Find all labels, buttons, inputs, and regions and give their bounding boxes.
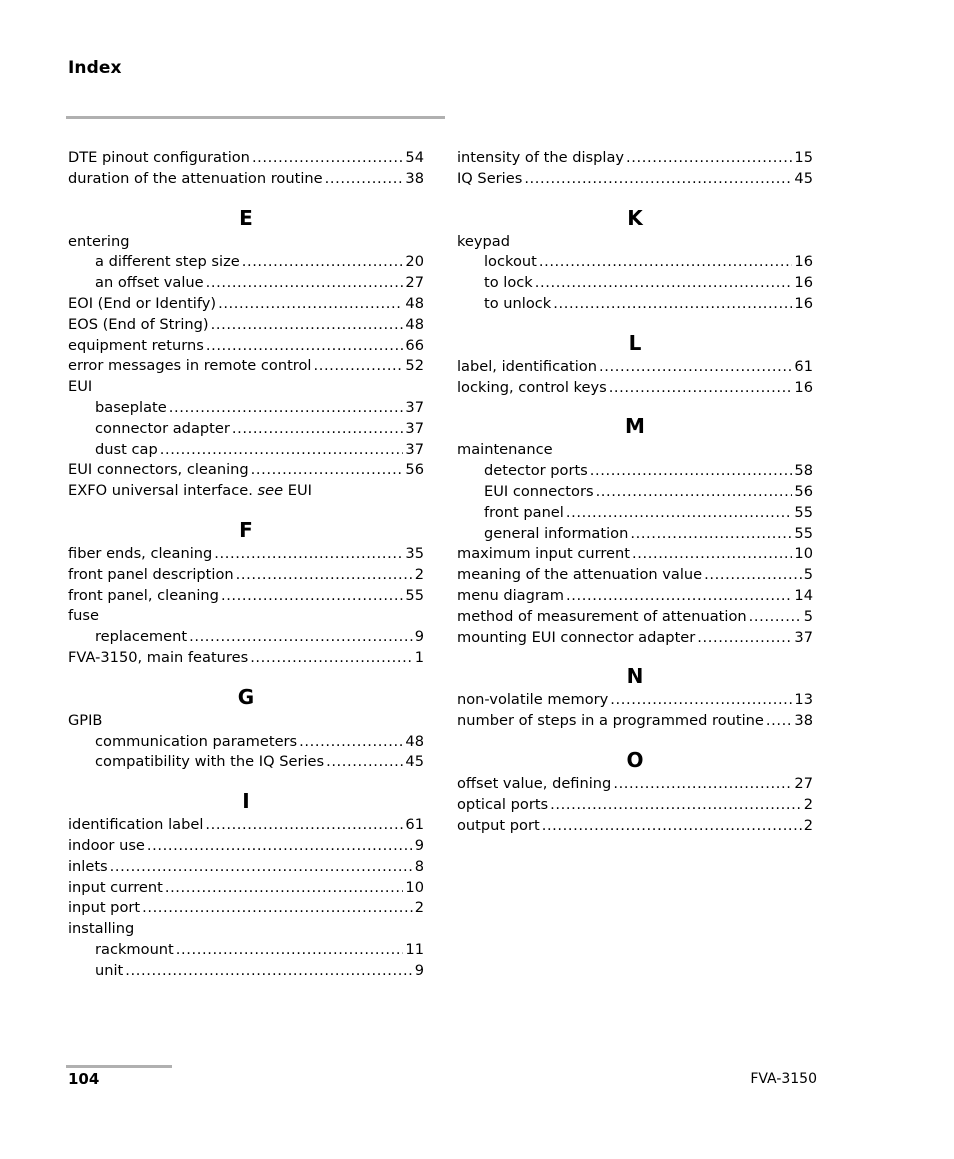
index-entry [68, 711, 424, 732]
index-entry [68, 377, 424, 398]
index-term: keypad [457, 232, 511, 250]
page-ref: 27 [794, 774, 813, 792]
page-ref: 45 [794, 169, 813, 187]
index-subentry [457, 482, 813, 503]
index-entry [457, 711, 813, 732]
index-term: installing [68, 920, 135, 938]
page-ref: 20 [405, 253, 424, 271]
index-term: menu diagram [457, 586, 565, 604]
dot-leader [242, 252, 404, 273]
index-subentry [457, 524, 813, 545]
index-entry [457, 378, 813, 399]
index-term: number of steps in a programmed routine [457, 712, 764, 730]
index-term: to unlock [484, 294, 552, 312]
dot-leader [550, 795, 802, 816]
page-ref: 9 [414, 961, 424, 979]
dot-leader [524, 169, 792, 190]
index-term: optical ports [457, 795, 549, 813]
page-ref: 35 [405, 544, 424, 562]
index-term: maintenance [457, 441, 553, 459]
index-subentry [68, 940, 424, 961]
page-ref: 48 [405, 315, 424, 333]
page-ref: 48 [405, 732, 424, 750]
index-term: duration of the attenuation routine [68, 169, 323, 187]
index-term: inlets [68, 857, 108, 875]
index-term: fiber ends, cleaning [68, 544, 213, 562]
dot-leader [535, 273, 793, 294]
dot-leader [749, 607, 802, 628]
index-entry [68, 898, 424, 919]
index-term: fuse [68, 607, 99, 625]
page-ref: 14 [794, 586, 813, 604]
page-ref: 16 [794, 378, 813, 396]
dot-leader [251, 460, 404, 481]
index-term: an offset value [95, 274, 204, 292]
index-term: EUI connectors [484, 482, 594, 500]
index-term: offset value, defining [457, 774, 612, 792]
dot-leader [566, 503, 793, 524]
index-entry [68, 294, 424, 315]
index-term: meaning of the attenuation value [457, 566, 703, 584]
dot-leader [326, 752, 403, 773]
index-entry [457, 357, 813, 378]
index-entry [68, 565, 424, 586]
index-term: rackmount [95, 940, 174, 958]
dot-leader [542, 816, 802, 837]
page-ref: 61 [794, 357, 813, 375]
dot-leader [609, 378, 793, 399]
page-ref: 55 [794, 524, 813, 542]
index-entry [68, 836, 424, 857]
page-ref: 5 [803, 607, 813, 625]
index-term: general information [484, 524, 629, 542]
index-subentry [457, 503, 813, 524]
index-entry [68, 878, 424, 899]
dot-leader [176, 940, 404, 961]
dot-leader [169, 398, 404, 419]
index-subentry [68, 627, 424, 648]
index-entry [68, 336, 424, 357]
index-entry [457, 586, 813, 607]
index-term: identification label [68, 816, 204, 834]
index-entry [68, 606, 424, 627]
index-term: a different step size [95, 253, 240, 271]
page-ref: 45 [405, 753, 424, 771]
index-entry [68, 232, 424, 253]
index-entry [457, 148, 813, 169]
page-ref: 1 [414, 648, 424, 666]
page-ref: 37 [794, 628, 813, 646]
index-subentry [457, 252, 813, 273]
dot-leader [766, 711, 793, 732]
index-entry [457, 816, 813, 837]
page-ref: 58 [794, 462, 813, 480]
index-subentry [68, 961, 424, 982]
index-entry [457, 690, 813, 711]
dot-leader [232, 419, 404, 440]
section-letter-m: M [625, 414, 645, 439]
page-ref: 27 [405, 274, 424, 292]
index-entry-see-reference [68, 481, 424, 502]
page-ref: 66 [405, 336, 424, 354]
dot-leader [325, 169, 404, 190]
section-letter-l: L [628, 330, 642, 355]
page-ref: 8 [414, 857, 424, 875]
footer-rule-divider [66, 1065, 172, 1068]
index-entry [457, 795, 813, 816]
index-entry [68, 648, 424, 669]
index-term: FVA-3150, main features [68, 648, 249, 666]
dot-leader [252, 148, 403, 169]
index-term [68, 481, 312, 502]
dot-leader [596, 482, 793, 503]
index-entry [68, 544, 424, 565]
page-ref: 13 [794, 691, 813, 709]
index-entry [68, 815, 424, 836]
index-entry [68, 919, 424, 940]
index-entry [457, 565, 813, 586]
index-term: locking, control keys [457, 378, 607, 396]
footer-page-number: 104 [68, 1070, 100, 1088]
dot-leader [125, 961, 412, 982]
index-term: entering [68, 232, 130, 250]
index-subentry [457, 461, 813, 482]
dot-leader [218, 294, 403, 315]
page-ref: 2 [803, 816, 813, 834]
index-term: unit [95, 961, 124, 979]
section-letter-o: O [626, 747, 644, 772]
index-column-right [457, 148, 813, 836]
section-letter-k: K [627, 205, 643, 230]
index-term: error messages in remote control [68, 357, 312, 375]
index-term: to lock [484, 274, 533, 292]
index-subentry [68, 252, 424, 273]
index-term: method of measurement of attenuation [457, 607, 747, 625]
index-term: EOI (End or Identify) [68, 294, 217, 312]
dot-leader [626, 148, 792, 169]
see-target: EUI [287, 482, 312, 500]
section-letter-g: G [237, 684, 255, 709]
dot-leader [630, 524, 792, 545]
dot-leader [236, 565, 413, 586]
index-term: replacement [95, 628, 188, 646]
index-entry [457, 774, 813, 795]
index-term: EUI connectors, cleaning [68, 461, 249, 479]
page-header-title: Index [68, 58, 122, 78]
page-ref: 61 [405, 816, 424, 834]
index-subentry [457, 294, 813, 315]
index-term: front panel description [68, 565, 234, 583]
page-ref: 9 [414, 628, 424, 646]
page-ref: 37 [405, 440, 424, 458]
index-term: label, identification [457, 357, 598, 375]
index-entry [457, 544, 813, 565]
dot-leader [147, 836, 413, 857]
index-term: connector adapter [95, 419, 230, 437]
dot-leader [632, 544, 792, 565]
index-term: input port [68, 899, 141, 917]
page-ref: 11 [405, 940, 424, 958]
index-entry [68, 857, 424, 878]
dot-leader [553, 294, 792, 315]
index-term: front panel, cleaning [68, 586, 219, 604]
page-ref: 56 [405, 461, 424, 479]
index-column-left [68, 148, 424, 982]
footer-product-name: FVA-3150 [750, 1071, 817, 1087]
page-ref: 52 [405, 357, 424, 375]
see-label: see [257, 482, 284, 500]
page-ref: 10 [794, 545, 813, 563]
index-term: front panel [484, 503, 564, 521]
dot-leader [590, 461, 793, 482]
section-letter-e: E [239, 205, 253, 230]
section-letter-n: N [626, 664, 644, 689]
index-entry [68, 315, 424, 336]
dot-leader [110, 857, 413, 878]
dot-leader [539, 252, 793, 273]
dot-leader [566, 586, 792, 607]
index-term-text: EXFO universal interface. [68, 482, 253, 500]
index-subentry [68, 440, 424, 461]
dot-leader [299, 732, 403, 753]
page-ref: 16 [794, 274, 813, 292]
dot-leader [697, 628, 792, 649]
dot-leader [221, 586, 403, 607]
page-ref: 2 [803, 795, 813, 813]
section-letter-f: F [239, 517, 253, 542]
index-subentry [68, 398, 424, 419]
dot-leader [206, 336, 404, 357]
page-ref: 55 [405, 586, 424, 604]
index-subentry [68, 273, 424, 294]
index-term: communication parameters [95, 732, 298, 750]
dot-leader [610, 690, 792, 711]
dot-leader [599, 357, 792, 378]
page-ref: 15 [794, 149, 813, 166]
page-ref: 37 [405, 419, 424, 437]
page-ref: 16 [794, 294, 813, 312]
index-term: dust cap [95, 440, 158, 458]
index-subentry [457, 273, 813, 294]
index-term: intensity of the display [457, 149, 625, 166]
page-ref: 54 [405, 149, 424, 166]
index-term: IQ Series [457, 169, 523, 187]
dot-leader [206, 273, 404, 294]
index-term: detector ports [484, 462, 588, 480]
index-term: indoor use [68, 836, 145, 854]
index-term: EUI [68, 378, 93, 396]
dot-leader [214, 544, 403, 565]
index-entry [68, 586, 424, 607]
index-term: GPIB [68, 711, 103, 729]
header-rule-divider [66, 116, 445, 119]
index-term: output port [457, 816, 540, 834]
page-ref: 9 [414, 836, 424, 854]
index-term: lockout [484, 253, 537, 271]
index-entry [457, 440, 813, 461]
index-entry [457, 628, 813, 649]
dot-leader [165, 878, 404, 899]
index-term: compatibility with the IQ Series [95, 753, 325, 771]
dot-leader [205, 815, 403, 836]
page-ref: 37 [405, 398, 424, 416]
page-ref: 56 [794, 482, 813, 500]
index-entry [68, 148, 424, 169]
index-subentry [68, 419, 424, 440]
page-ref: 10 [405, 878, 424, 896]
dot-leader [189, 627, 413, 648]
dot-leader [211, 315, 404, 336]
index-entry [457, 232, 813, 253]
index-entry [68, 356, 424, 377]
dot-leader [704, 565, 802, 586]
dot-leader [250, 648, 413, 669]
dot-leader [142, 898, 413, 919]
index-term: EOS (End of String) [68, 315, 209, 333]
page-ref: 48 [405, 294, 424, 312]
index-entry [457, 607, 813, 628]
index-entry [457, 169, 813, 190]
index-term: maximum input current [457, 545, 630, 563]
index-term: equipment returns [68, 336, 204, 354]
dot-leader [613, 774, 792, 795]
index-term: baseplate [95, 398, 167, 416]
page-ref: 5 [803, 566, 813, 584]
index-entry [68, 460, 424, 481]
section-letter-i: I [242, 789, 250, 814]
index-term: input current [68, 878, 163, 896]
index-term: mounting EUI connector adapter [457, 628, 696, 646]
dot-leader [160, 440, 404, 461]
index-term: non-volatile memory [457, 691, 609, 709]
index-subentry [68, 732, 424, 753]
page-ref: 16 [794, 253, 813, 271]
dot-leader [313, 356, 403, 377]
page-ref: 38 [794, 712, 813, 730]
page-ref: 55 [794, 503, 813, 521]
index-subentry [68, 752, 424, 773]
index-term: DTE pinout configuration [68, 149, 250, 166]
index-entry [68, 169, 424, 190]
page-ref: 38 [405, 169, 424, 187]
page-ref: 2 [414, 565, 424, 583]
page-ref: 2 [414, 899, 424, 917]
